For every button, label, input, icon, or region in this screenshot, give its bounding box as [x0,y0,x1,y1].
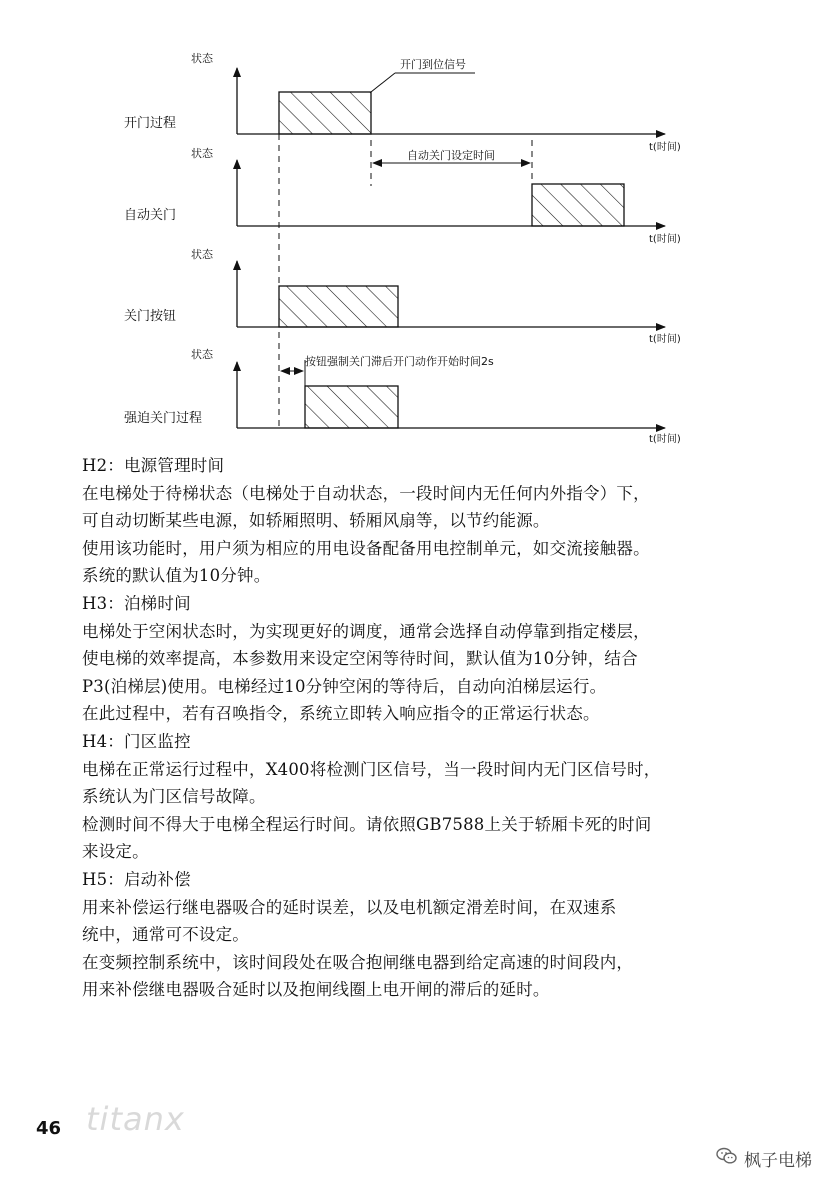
body-line: 来设定。 [82,842,149,862]
row-label: 关门按钮 [124,309,177,324]
body-line: 在此过程中，若有召唤指令，系统立即转入响应指令的正常运行状态。 [82,704,600,724]
body-line: 在电梯处于待梯状态（电梯处于自动状态，一段时间内无任何内外指令）下， [82,483,650,503]
page-number: 46 [36,1118,62,1139]
row-auto-close [124,140,681,245]
auto-close-time-label: 自动关门设定时间 [407,149,495,162]
axis-label: 状态 [191,52,213,65]
body-line: 系统认为门区信号故障。 [82,787,266,807]
body-line: 用来补偿运行继电器吸合的延时误差，以及电机额定滑差时间，在双速系 [82,897,617,917]
axis-label: 状态 [191,248,213,261]
force-close-delay-label: 按钮强制关门滞后开门动作开始时间2s [305,355,494,368]
body-line: 可自动切断某些电源，如轿厢照明、轿厢风扇等，以节约能源。 [82,511,550,531]
wechat-badge [716,1146,812,1171]
row-label: 开门过程 [124,116,177,131]
signal-leader [371,73,395,92]
body-line: P3(泊梯层)使用。电梯经过10分钟空闲的等待后，自动向泊梯层运行。 [82,676,607,696]
body-line: H5：启动补偿 [82,869,191,889]
row-forced-close [124,347,681,445]
body-line: 统中，通常可不设定。 [82,925,249,945]
state-pulse [532,184,624,226]
wechat-icon [716,1147,738,1170]
row-label: 强迫关门过程 [124,411,203,426]
axis-label: 状态 [191,147,213,160]
body-line: H2：电源管理时间 [82,456,225,475]
door-open-signal-label: 开门到位信号 [400,58,466,71]
body-text [82,452,762,1004]
row-label: 自动关门 [124,208,177,223]
row-door-open [124,51,681,153]
body-line: 电梯处于空闲状态时，为实现更好的调度，通常会选择自动停靠到指定楼层， [82,621,650,641]
body-line: 使电梯的效率提高，本参数用来设定空闲等待时间，默认值为10分钟，结合 [82,649,638,669]
time-label: t(时间) [649,334,681,345]
body-line: 用来补偿继电器吸合延时以及抱闸线圈上电开闸的滞后的延时。 [82,980,550,1000]
axis-label: 状态 [191,348,213,361]
time-label: t(时间) [649,234,681,245]
body-line: 系统的默认值为10分钟。 [82,566,271,586]
wechat-account-name: 枫子电梯 [744,1151,812,1171]
state-pulse [279,286,398,327]
state-pulse [279,92,371,134]
body-line: 在变频控制系统中，该时间段处在吸合抱闸继电器到给定高速的时间段内， [82,952,634,972]
row-close-button [124,247,681,345]
timing-diagram [0,0,838,450]
body-line: 使用该功能时，用户须为相应的用电设备配备用电控制单元，如交流接触器。 [82,538,650,558]
time-label: t(时间) [649,142,681,153]
body-line: H4：门区监控 [82,731,191,751]
time-label: t(时间) [649,434,681,445]
body-line: 检测时间不得大于电梯全程运行时间。请依照GB7588上关于轿厢卡死的时间 [82,814,652,834]
watermark: titanx [86,1100,185,1138]
body-line: H3：泊梯时间 [82,593,191,613]
body-line: 电梯在正常运行过程中，X400将检测门区信号，当一段时间内无门区信号时， [82,759,661,779]
state-pulse [305,386,398,428]
